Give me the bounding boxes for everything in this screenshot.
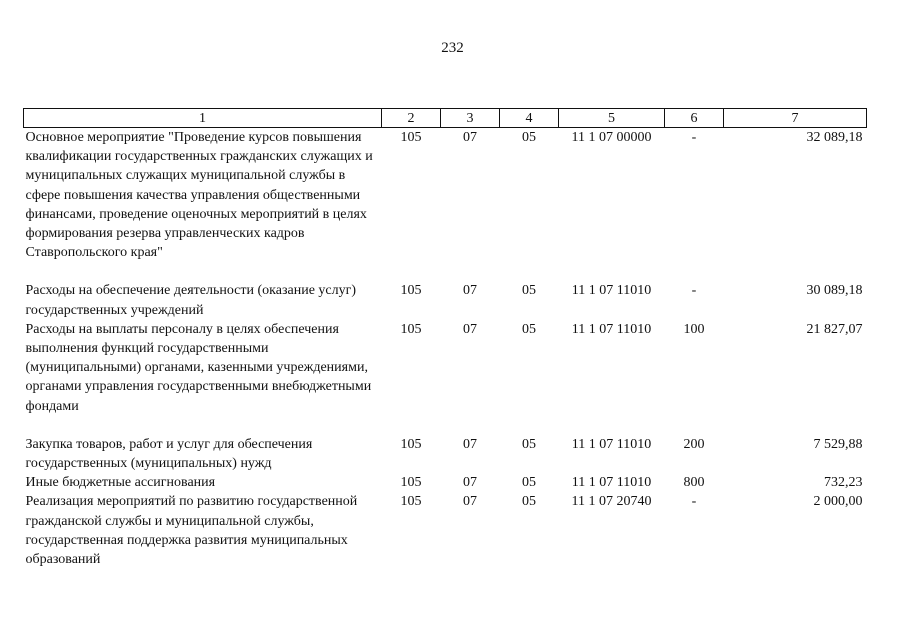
row-expense-type: - — [691, 283, 697, 299]
row-target-article: 11 1 07 11010 — [571, 283, 652, 299]
row-section: 07 — [463, 436, 477, 452]
row-amount: 30 089,18 — [806, 283, 863, 299]
row-amount: 32 089,18 — [806, 130, 863, 145]
header-col-2: 2 — [382, 109, 441, 128]
page-number: 232 — [441, 40, 464, 56]
row-subsection: 05 — [522, 283, 536, 299]
row-name: Реализация мероприятий по развитию государственной гражданской службы и муниципальной службы, государственная поддержка развития муниципальных образований — [25, 494, 358, 568]
row-subsection: 05 — [522, 436, 536, 452]
row-amount: 732,23 — [824, 475, 863, 491]
header-col-7: 7 — [724, 109, 867, 128]
row-amount: 7 529,88 — [813, 436, 863, 452]
row-target-article: 11 1 07 11010 — [571, 321, 652, 337]
row-section: 07 — [463, 494, 477, 510]
row-name: Закупка товаров, работ и услуг для обеспечения государственных (муниципальных) нужд — [25, 436, 313, 472]
row-expense-type: - — [691, 130, 697, 145]
row-target-article: 11 1 07 00000 — [571, 130, 652, 145]
row-expense-type: 800 — [683, 475, 705, 491]
row-target-article: 11 1 07 20740 — [571, 494, 652, 510]
row-subsection: 05 — [522, 321, 536, 337]
header-col-4: 4 — [500, 109, 559, 128]
table-row — [24, 320, 867, 435]
row-amount: 2 000,00 — [813, 494, 863, 510]
table-header-row — [24, 109, 867, 128]
table-row — [24, 473, 867, 492]
row-name: Расходы на обеспечение деятельности (оказание услуг) государственных учреждений — [25, 283, 357, 318]
table-row — [24, 435, 867, 473]
row-ministry: 105 — [400, 130, 422, 145]
row-name: Основное мероприятие "Проведение курсов повышения квалификации государственных гражданских служащих и муниципальных служащих муниципальной службы в сфере повышения качества управления общественными финансами, проведение оценочных мероприятий в целях формирования резерва управленческих кадров Ставропольского края" — [25, 130, 373, 261]
row-expense-type: 200 — [683, 436, 705, 452]
row-subsection: 05 — [522, 130, 536, 145]
row-target-article: 11 1 07 11010 — [571, 436, 652, 452]
row-section: 07 — [463, 283, 477, 299]
table-row — [24, 128, 867, 282]
budget-table — [23, 108, 867, 569]
table-row — [24, 281, 867, 319]
row-ministry: 105 — [400, 475, 422, 491]
row-amount: 21 827,07 — [806, 321, 863, 337]
header-col-3: 3 — [441, 109, 500, 128]
row-section: 07 — [463, 321, 477, 337]
row-ministry: 105 — [400, 283, 422, 299]
row-expense-type: 100 — [683, 321, 705, 337]
header-col-5: 5 — [559, 109, 665, 128]
row-name: Расходы на выплаты персоналу в целях обеспечения выполнения функций государственными (муниципальными) органами, казенными учреждениями, органами управления государственными внебюджетными фондами — [25, 321, 372, 414]
row-subsection: 05 — [522, 475, 536, 491]
row-ministry: 105 — [400, 436, 422, 452]
row-target-article: 11 1 07 11010 — [571, 475, 652, 491]
row-section: 07 — [463, 475, 477, 491]
row-expense-type: - — [691, 494, 697, 510]
row-name: Иные бюджетные ассигнования — [25, 475, 216, 491]
row-section: 07 — [463, 130, 477, 145]
header-col-1: 1 — [24, 109, 382, 128]
header-col-6: 6 — [665, 109, 724, 128]
row-subsection: 05 — [522, 494, 536, 510]
row-ministry: 105 — [400, 494, 422, 510]
table-row — [24, 492, 867, 569]
row-ministry: 105 — [400, 321, 422, 337]
